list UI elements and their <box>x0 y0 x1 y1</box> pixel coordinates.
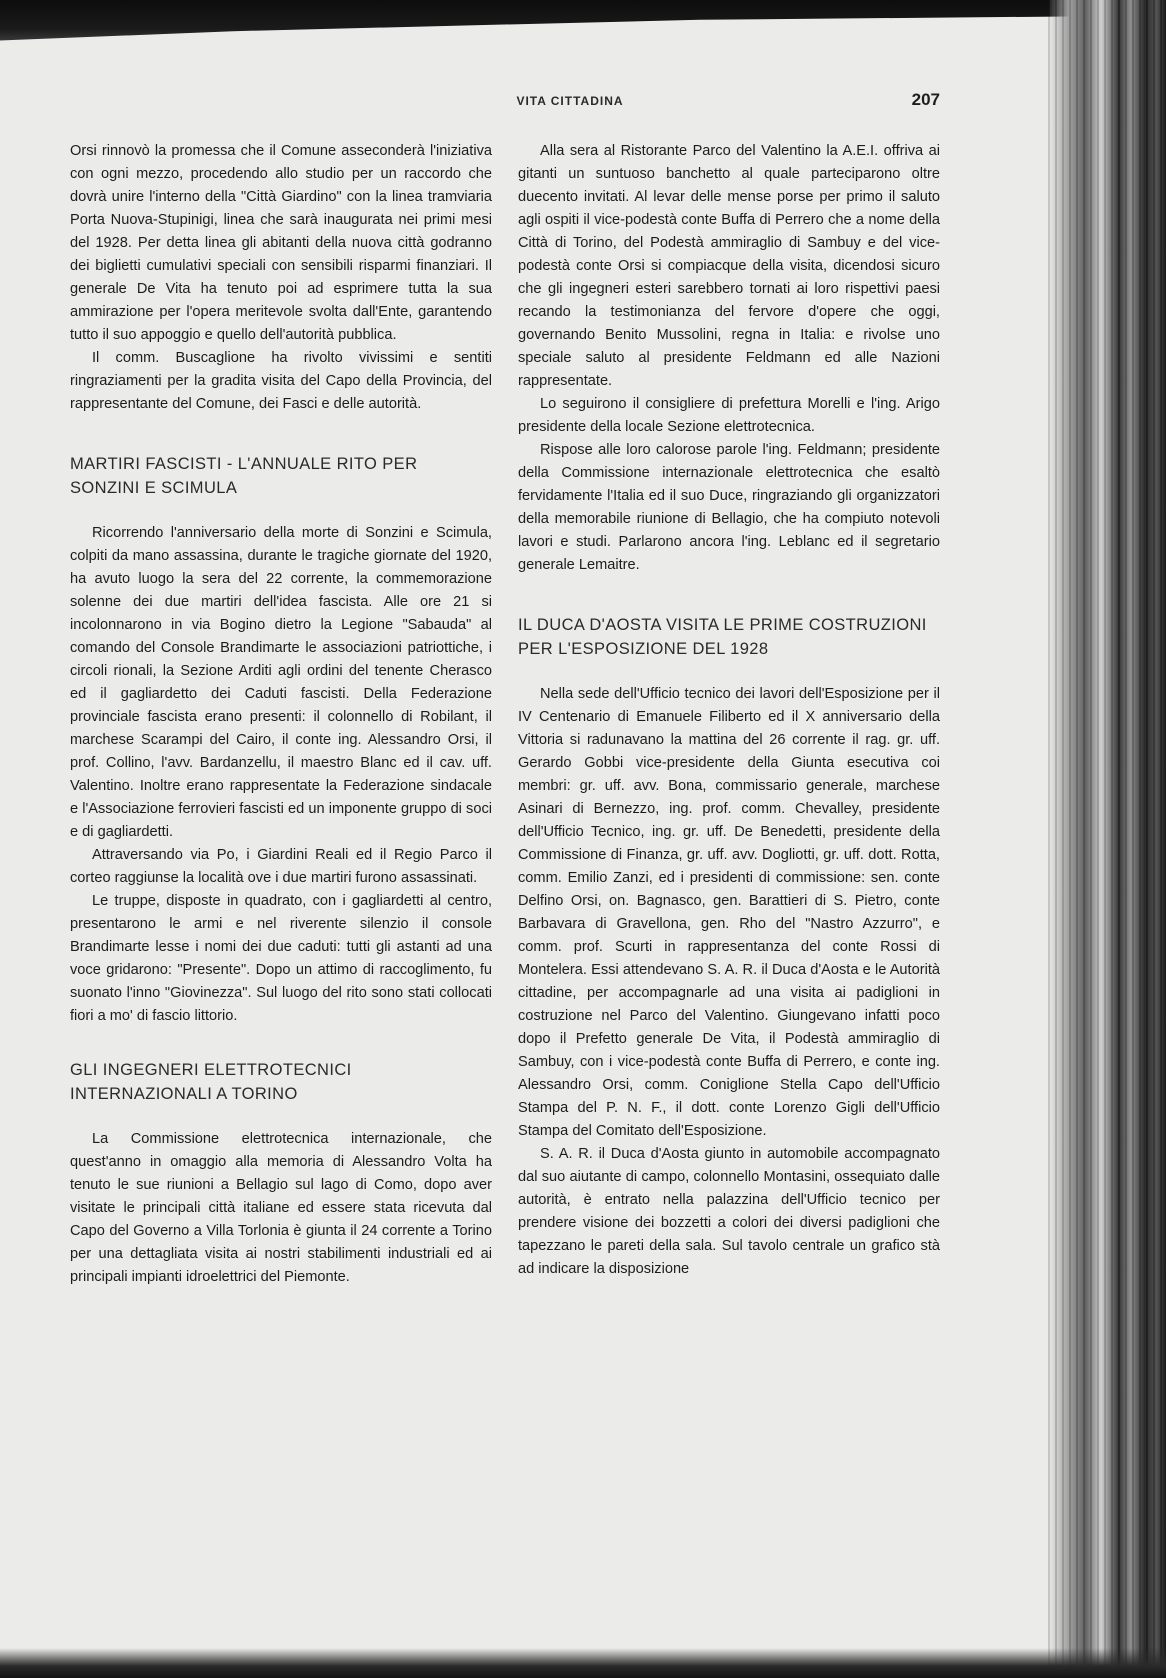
paragraph: S. A. R. il Duca d'Aosta giunto in automobile accompagnato dal suo aiutante di campo, colonnello Montasini, ossequiato dalle autorità, è entrato nella palazzina dell'Ufficio tecnico per prendere visione dei bozzetti a colori dei diversi padiglioni che tapezzano le pareti della sala. Sul tavolo centrale un grafico stà ad indicare la disposizione <box>518 1146 940 1277</box>
section-heading: MARTIRI FASCISTI - L'ANNUALE RITO PER SONZINI E SCIMULA <box>70 455 418 497</box>
paragraph: Ricorrendo l'anniversario della morte di Sonzini e Scimula, colpiti da mano assassina, durante le tragiche giornate del 1920, ha avuto luogo la sera del 22 corrente, la commemorazione solenne dei due martiri dell'idea fascista. Alle ore 21 si incolonnarono in via Bogino dietro la Legione "Sabauda" al comando del Console Brandimarte le associazioni patriottiche, i circoli rionali, la Sezione Arditi agli ordini del tenente Cherasco ed il gagliardetto dei Caduti fascisti. Della Federazione provinciale fascista erano presenti: il colonnello di Robilant, il marchese Scarampi del Cairo, il conte ing. Alessandro Orsi, il prof. Collino, l'avv. Bardanzellu, il maestro Blanc ed il cav. uff. Valentino. Inoltre erano rappresentate la Federazione sindacale e l'Associazione ferrovieri fascisti ed un imponente gruppo di soci e di gagliardetti. <box>70 525 492 840</box>
section-heading: IL DUCA D'AOSTA VISITA LE PRIME COSTRUZIONI PER L'ESPOSIZIONE DEL 1928 <box>518 616 927 658</box>
running-head: VITA CITTADINA <box>516 94 624 108</box>
paragraph: Nella sede dell'Ufficio tecnico dei lavori dell'Esposizione per il IV Centenario di Emanuele Filiberto ed il X anniversario della Vittoria si radunavano la mattina del 26 corrente il rag. gr. uff. Gerardo Gobbi vice-presidente della Giunta esecutiva coi membri: gr. uff. avv. Bona, commissario generale, marchese Asinari di Bernezzo, ing. prof. comm. Chevalley, presidente dell'Ufficio Tecnico, ing. gr. uff. De Benedetti, presidente della Commissione di Finanza, gr. uff. avv. Dogliotti, gr. uff. dott. Rotta, comm. Emilio Zanzi, ed i presidenti di commissione: sen. conte Delfino Orsi, on. Bagnasco, gen. Barattieri di S. Pietro, conte Barbavara di Gravellona, gen. Rho del "Nastro Azzurro", e comm. prof. Scurti in rappresentanza del conte Rossi di Montelera. Essi attendevano S. A. R. il Duca d'Aosta e le Autorità cittadine, per accompagnarle ad una visita ai padiglioni in costruzione nel Parco del Valentino. Giungevano infatti poco dopo il Prefetto generale De Vita, il Podestà ammiraglio di Sambuy, con i vice-podestà conte Buffa di Perrero, e conte ing. Alessandro Orsi, comm. Coniglione Stella Capo dell'Ufficio Stampa del P. N. F., il dott. conte Lorenzo Gigli dell'Ufficio Stampa del Comitato dell'Esposizione. <box>518 686 940 1139</box>
right-column <box>518 140 940 1281</box>
left-column <box>70 140 492 1289</box>
scan-top-shadow <box>0 0 1166 52</box>
paragraph: Le truppe, disposte in quadrato, con i gagliardetti al centro, presentarono le armi e nel riverente silenzio il console Brandimarte lesse i nomi dei due caduti: tutti gli astanti ad una voce gridarono: "Presente". Dopo un attimo di raccoglimento, fu suonato l'inno "Giovinezza". Sul luogo del rito sono stati collocati fiori a mo' di fascio littorio. <box>70 893 492 1024</box>
paragraph: Rispose alle loro calorose parole l'ing. Feldmann; presidente della Commissione internazionale elettrotecnica che esaltò fervidamente l'Italia ed il suo Duce, ringraziando gli organizzatori della memorabile riunione di Bellagio, che ha compiuto notevoli lavori e studi. Parlarono ancora l'ing. Leblanc ed il segretario generale Lemaitre. <box>518 442 940 573</box>
paragraph: Orsi rinnovò la promessa che il Comune asseconderà l'iniziativa con ogni mezzo, procedendo allo studio per un raccordo che dovrà unire l'interno della "Città Giardino" con la linea tramviaria Porta Nuova-Stupinigi, linea che sarà inaugurata nei primi mesi del 1928. Per detta linea gli abitanti della nuova città godranno dei biglietti cumulativi speciali con sensibili risparmi finanziari. Il generale De Vita ha tenuto poi ad esprimere tutta la sua ammirazione per l'opera meritevole svolta dall'Ente, garantendo tutto il suo appoggio e quello dell'autorità pubblica. <box>70 143 492 343</box>
paragraph: Lo seguirono il consigliere di prefettura Morelli e l'ing. Arigo presidente della locale Sezione elettrotecnica. <box>518 396 940 435</box>
paragraph: Alla sera al Ristorante Parco del Valentino la A.E.I. offriva ai gitanti un suntuoso banchetto al quale parteciparono oltre duecento invitati. Al levar delle mense porse per primo il saluto agli ospiti il vice-podestà conte Buffa di Perrero che a nome della Città di Torino, del Podestà ammiraglio di Sambuy e del vice-podestà conte Orsi si compiacque della visita, dicendosi sicuro che gli ingegneri esteri sarebbero tornati ai loro rispettivi paesi recando la testimonianza del fervore d'opere che oggi, governando Benito Mussolini, regna in Italia: e rivolse uno speciale saluto al presidente Feldmann ed alle Nazioni rappresentate. <box>518 143 940 389</box>
paragraph: La Commissione elettrotecnica internazionale, che quest'anno in omaggio alla memoria di Alessandro Volta ha tenuto le sue riunioni a Bellagio sul lago di Como, dopo aver visitate le principali città italiane ed essere stata ricevuta dal Capo del Governo a Villa Torlonia è giunta il 24 corrente a Torino per una dettagliata visita ai nostri stabilimenti industriali ed ai principali impianti idroelettrici del Piemonte. <box>70 1131 492 1285</box>
scan-binding-texture <box>1048 0 1166 1678</box>
paragraph: Attraversando via Po, i Giardini Reali ed il Regio Parco il corteo raggiunse la località ove i due martiri furono assassinati. <box>70 847 492 886</box>
page-number: 207 <box>911 90 940 109</box>
paragraph: Il comm. Buscaglione ha rivolto vivissimi e sentiti ringraziamenti per la gradita visita del Capo della Provincia, del rappresentante del Comune, dei Fasci e delle autorità. <box>70 350 492 412</box>
scan-bottom-shadow <box>0 1648 1166 1678</box>
section-heading: GLI INGEGNERI ELETTROTECNICI INTERNAZIONALI A TORINO <box>70 1061 352 1103</box>
